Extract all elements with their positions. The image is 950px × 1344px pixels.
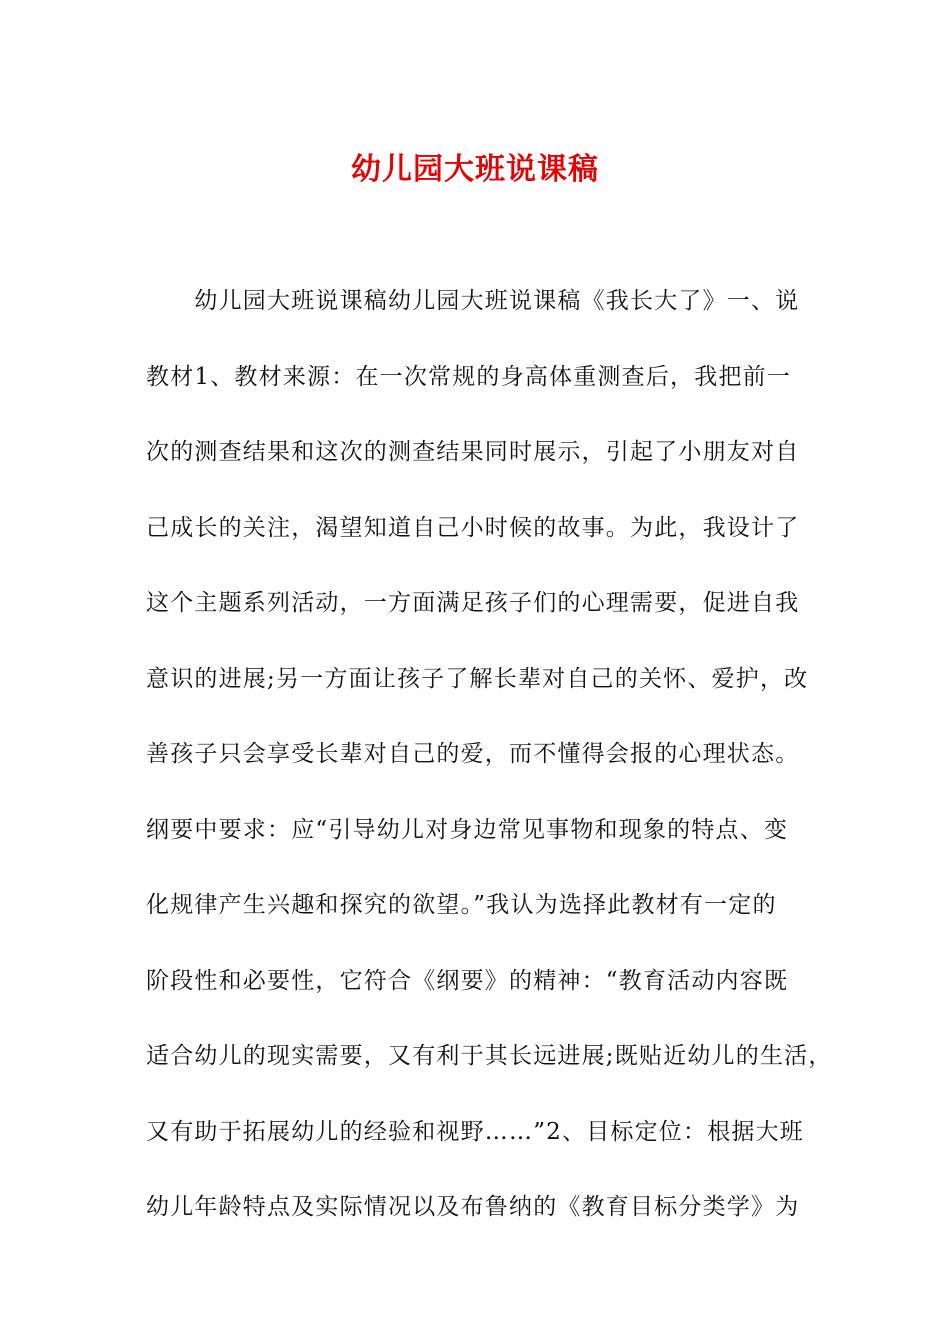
- document-body: [146, 280, 833, 1262]
- document-title: 幼儿园大班说课稿: [351, 152, 599, 187]
- body-line: 次的测查结果和这次的测查结果同时展示，引起了小朋友对自: [146, 439, 800, 465]
- body-line: 善孩子只会享受长辈对自己的爱，而不懂得会报的心理状态。: [146, 741, 800, 767]
- body-line: 纲要中要求：应“引导幼儿对身边常见事物和现象的特点、变: [146, 816, 789, 843]
- body-line: 意识的进展;另一方面让孩子了解长辈对自己的关怀、爱护，改: [146, 665, 809, 692]
- body-line: 这个主题系列活动，一方面满足孩子们的心理需要，促进自我: [146, 590, 800, 616]
- body-line: 阶段性和必要性，它符合《纲要》的精神：“教育活动内容既: [146, 967, 789, 994]
- body-line: 幼儿年龄特点及实际情况以及布鲁纳的《教育目标分类学》为: [146, 1194, 800, 1220]
- body-line: 教材1、教材来源：在一次常规的身高体重测查后，我把前一: [146, 363, 792, 390]
- body-line: 适合幼儿的现实需要，又有利于其长远进展;既贴近幼儿的生活，: [146, 1043, 833, 1069]
- body-line: 己成长的关注，渴望知道自己小时候的故事。为此，我设计了: [146, 514, 800, 541]
- body-line: 化规律产生兴趣和探究的欲望。”我认为选择此教材有一定的: [146, 892, 777, 918]
- body-line: 又有助于拓展幼儿的经验和视野……”2、目标定位：根据大班: [146, 1118, 804, 1145]
- body-line: 幼儿园大班说课稿幼儿园大班说课稿《我长大了》一、说: [146, 288, 800, 314]
